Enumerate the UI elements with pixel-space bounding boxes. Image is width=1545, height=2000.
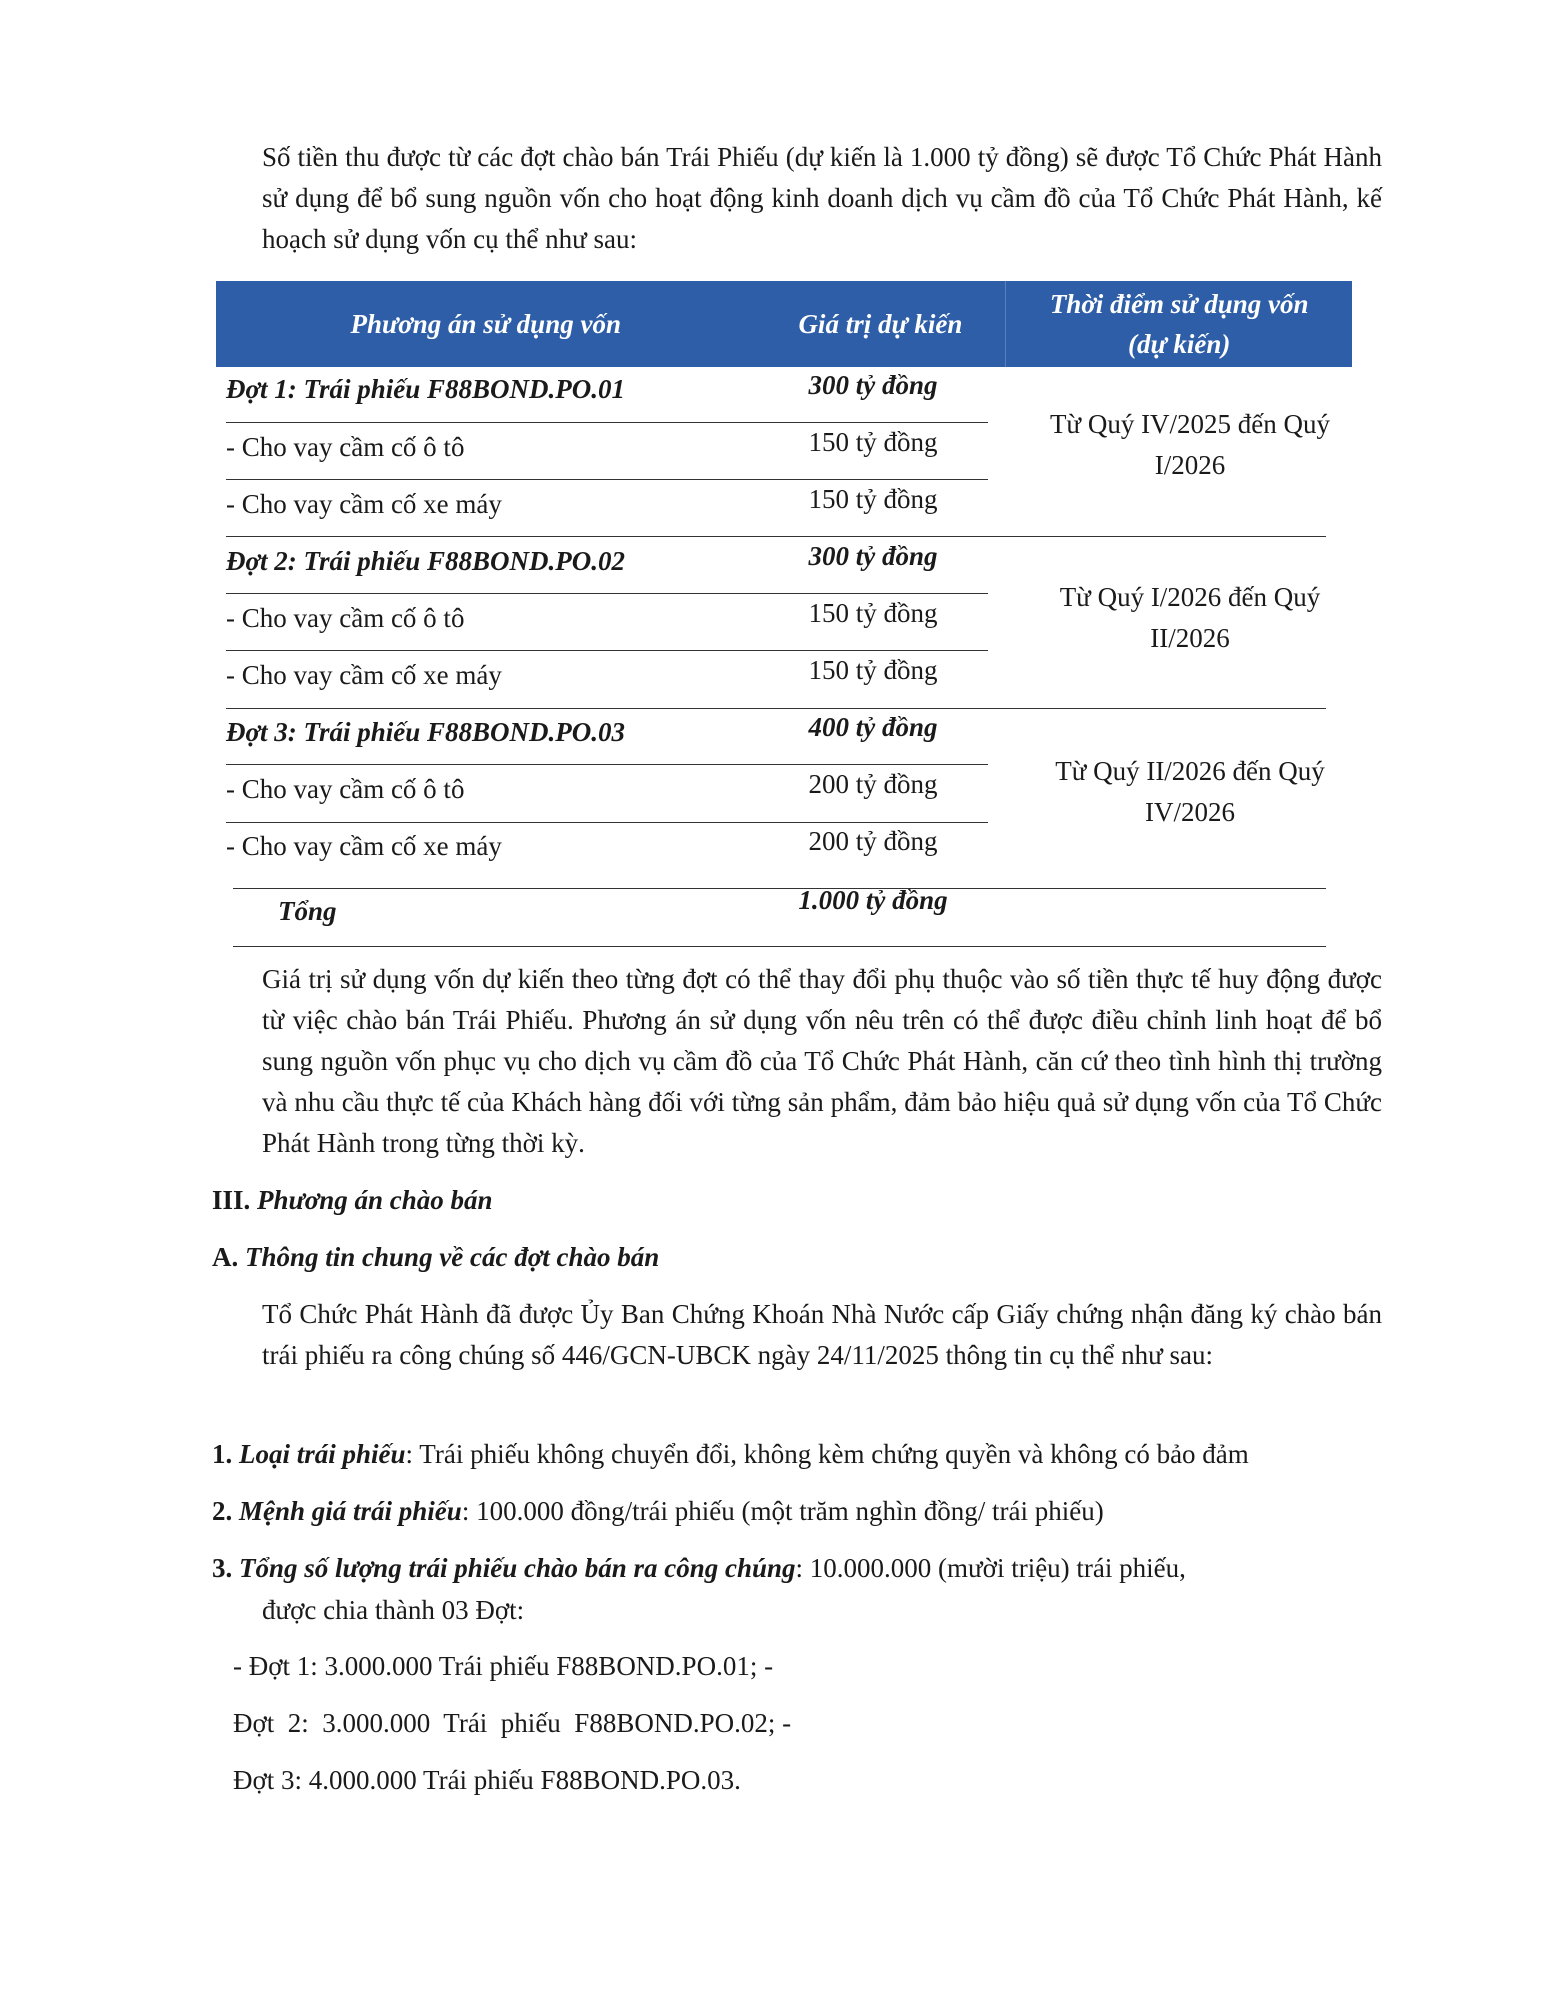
header-time-line2: (dự kiến) <box>1127 329 1231 359</box>
group2-period-line2: II/2026 <box>1150 623 1230 653</box>
group2-title: Đợt 2: Trái phiếu F88BOND.PO.02 <box>226 546 626 576</box>
group3-title: Đợt 3: Trái phiếu F88BOND.PO.03 <box>226 717 626 747</box>
group1-period-line1: Từ Quý IV/2025 đến Quý <box>1049 409 1331 439</box>
table-header <box>216 281 1352 367</box>
group1-period-line2: I/2026 <box>1154 450 1226 480</box>
item-1-text: : Trái phiếu không chuyển đổi, không kèm chứng quyền và không có bảo đảm <box>405 1439 1249 1469</box>
table-rule <box>233 946 1326 947</box>
group2-row1-value: 150 tỷ đồng <box>808 598 938 628</box>
item-2-label: Mệnh giá trái phiếu <box>239 1496 462 1526</box>
group1-row1-value: 150 tỷ đồng <box>808 427 938 457</box>
section-iii-title: Phương án chào bán <box>257 1185 493 1215</box>
section-a-title: Thông tin chung về các đợt chào bán <box>245 1242 660 1272</box>
table-rule <box>226 422 988 423</box>
group3-row1-label: - Cho vay cầm cố ô tô <box>226 774 465 804</box>
group1-period <box>1010 404 1370 486</box>
group2-row2-label: - Cho vay cầm cố xe máy <box>226 660 502 690</box>
item-3 <box>212 1548 1382 1589</box>
group3-row2-label: - Cho vay cầm cố xe máy <box>226 831 502 861</box>
group2-row1-label: - Cho vay cầm cố ô tô <box>226 603 465 633</box>
header-value: Giá trị dự kiến <box>798 309 963 339</box>
total-label: Tổng <box>278 896 337 926</box>
item-1 <box>212 1434 1382 1475</box>
item-2 <box>212 1491 1382 1532</box>
group3-total: 400 tỷ đồng <box>808 712 938 742</box>
intro-paragraph: Số tiền thu được từ các đợt chào bán Trái Phiếu (dự kiến là 1.000 tỷ đồng) sẽ được Tổ Chức Phát Hành sử dụng để bổ sung nguồn vốn cho hoạt động kinh doanh dịch vụ cầm đồ của Tổ Chức Phát Hành, kế hoạch sử dụng vốn cụ thể như sau: <box>262 142 1382 254</box>
section-a-heading <box>212 1237 659 1278</box>
item-3-label: Tổng số lượng trái phiếu chào bán ra công chúng <box>239 1553 796 1583</box>
group3-period-line1: Từ Quý II/2026 đến Quý <box>1055 756 1325 786</box>
group3-row1-value: 200 tỷ đồng <box>808 769 938 799</box>
header-time-line1: Thời điểm sử dụng vốn <box>1049 289 1309 319</box>
tranche-line-3: Đợt 3: 4.000.000 Trái phiếu F88BOND.PO.03. <box>233 1765 741 1795</box>
group2-total: 300 tỷ đồng <box>808 541 938 571</box>
group1-row2-value: 150 tỷ đồng <box>808 484 938 514</box>
tranche-line-1: - Đợt 1: 3.000.000 Trái phiếu F88BOND.PO.01; - <box>233 1651 774 1681</box>
section-a-number: A. <box>212 1242 239 1272</box>
group3-row2-value: 200 tỷ đồng <box>808 826 938 856</box>
tranche-line-2: Đợt 2: 3.000.000 Trái phiếu F88BOND.PO.02; - <box>233 1708 792 1738</box>
item-2-text: : 100.000 đồng/trái phiếu (một trăm nghìn đồng/ trái phiếu) <box>461 1496 1104 1526</box>
table-rule <box>226 536 1326 537</box>
section-iii-number: III. <box>212 1185 251 1215</box>
group3-period <box>1010 751 1370 833</box>
section-iii-heading <box>212 1180 493 1221</box>
group1-title: Đợt 1: Trái phiếu F88BOND.PO.01 <box>226 374 626 404</box>
group2-period-line1: Từ Quý I/2026 đến Quý <box>1059 582 1321 612</box>
item-3-continuation: được chia thành 03 Đợt: <box>262 1595 525 1625</box>
item-1-number: 1. <box>212 1439 233 1469</box>
total-value: 1.000 tỷ đồng <box>798 885 948 915</box>
after-table-paragraph: Giá trị sử dụng vốn dự kiến theo từng đợt có thể thay đổi phụ thuộc vào số tiền thực tế huy động được từ việc chào bán Trái Phiếu. Phương án sử dụng vốn nêu trên có thể được điều chỉnh linh hoạt để bổ sung nguồn vốn phục vụ cho dịch vụ cầm đồ của Tổ Chức Phát Hành, căn cứ theo tình hình thị trường và nhu cầu thực tế của Khách hàng đối với từng sản phẩm, đảm bảo hiệu quả sử dụng vốn của Tổ Chức Phát Hành trong từng thời kỳ. <box>262 964 1382 1158</box>
table-rule <box>226 479 988 480</box>
section-a-paragraph: Tổ Chức Phát Hành đã được Ủy Ban Chứng Khoán Nhà Nước cấp Giấy chứng nhận đăng ký chào bán trái phiếu ra công chúng số 446/GCN-UBCK ngày 24/11/2025 thông tin cụ thể như sau: <box>262 1299 1382 1370</box>
item-2-number: 2. <box>212 1496 233 1526</box>
header-time <box>1005 281 1352 367</box>
table-rule <box>226 593 988 594</box>
group1-total: 300 tỷ đồng <box>808 370 938 400</box>
table-rule <box>226 764 988 765</box>
group2-row2-value: 150 tỷ đồng <box>808 655 938 685</box>
item-1-label: Loại trái phiếu <box>239 1439 406 1469</box>
group1-row1-label: - Cho vay cầm cố ô tô <box>226 432 465 462</box>
table-rule <box>226 650 988 651</box>
item-3-text: : 10.000.000 (mười triệu) trái phiếu, <box>795 1553 1186 1583</box>
group1-row2-label: - Cho vay cầm cố xe máy <box>226 489 502 519</box>
group3-period-line2: IV/2026 <box>1145 797 1235 827</box>
group2-period <box>1010 577 1370 659</box>
item-3-number: 3. <box>212 1553 233 1583</box>
header-plan: Phương án sử dụng vốn <box>350 309 621 339</box>
